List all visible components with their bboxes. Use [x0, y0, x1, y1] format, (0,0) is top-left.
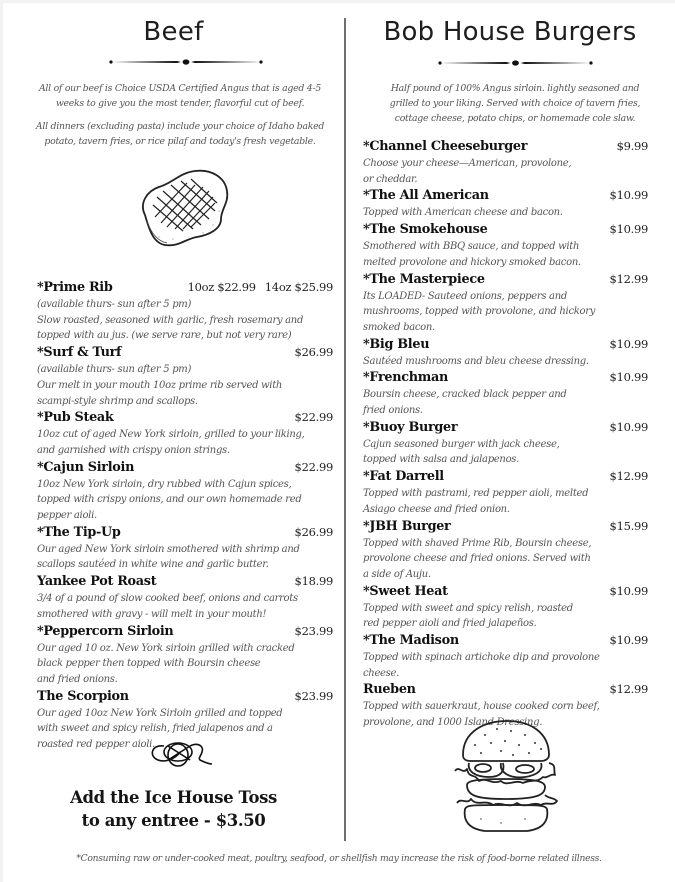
menu-item-buoy-burger: [363, 420, 648, 468]
item-description: Topped with American cheese and bacon.: [363, 207, 563, 219]
item-price: $10.99: [609, 222, 648, 237]
item-price: $15.99: [609, 518, 648, 533]
column-divider: [344, 18, 346, 841]
item-description: Topped with shaved Prime Rib, Boursin cheese, provolone cheese and fried onions. Served with a side of Auju.: [363, 537, 592, 580]
item-price: $23.99: [294, 623, 333, 638]
ice-house-toss-promo: Add the Ice House Toss to any entree - $3.50: [70, 788, 277, 830]
item-description: Topped with pastrami, red pepper aioli, melted Asiago cheese and fried onion.: [363, 488, 589, 515]
beef-title: Beef: [143, 17, 204, 47]
menu-item-tip-up: [37, 525, 333, 573]
menu-item-smokehouse: [363, 222, 648, 270]
item-name: Rueben: [363, 682, 416, 698]
menu-item-channel-cheeseburger: [363, 139, 648, 187]
beef-menu-list: [37, 280, 333, 754]
menu-item-frenchman: [363, 370, 648, 418]
item-price: $18.99: [294, 574, 333, 589]
item-price: $10.99: [609, 336, 648, 351]
menu-item-prime-rib: [37, 280, 333, 344]
menu-item-yankee-pot-roast: [37, 574, 333, 622]
menu-item-masterpiece: [363, 272, 648, 336]
menu-item-surf-turf: [37, 345, 333, 409]
item-price: 10oz $22.99 14oz $25.99: [187, 280, 333, 294]
item-name: *Buoy Burger: [363, 419, 458, 435]
menu-item-fat-darrell: [363, 469, 648, 517]
item-price: $10.99: [609, 633, 648, 648]
item-description: Sautéed mushrooms and bleu cheese dressing.: [363, 355, 589, 367]
item-name: *Surf & Turf: [37, 345, 122, 361]
item-name: *Big Bleu: [363, 336, 430, 352]
item-price: $9.99: [616, 139, 648, 153]
burgers-title: Bob House Burgers: [383, 17, 637, 47]
item-name: *Prime Rib: [37, 280, 113, 295]
item-name: *Pub Steak: [37, 410, 114, 426]
item-name: Yankee Pot Roast: [37, 574, 157, 590]
item-description: Topped with spinach artichoke dip and provolone cheese.: [363, 652, 600, 679]
item-name: *The Tip-Up: [37, 524, 121, 540]
item-price: $10.99: [609, 188, 648, 203]
menu-item-big-bleu: [363, 337, 648, 370]
item-description: Topped with sauerkraut, house cooked corn beef, provolone, and 1000 Island Dressing.: [363, 701, 600, 729]
burger-icon: [445, 713, 565, 838]
item-price: $10.99: [609, 370, 648, 385]
item-price: $22.99: [294, 410, 333, 425]
celtic-knot-icon: [146, 736, 218, 769]
menu-item-all-american: [363, 188, 648, 221]
item-description: Our aged 10oz New York Sirloin grilled and topped with sweet and spicy relish, fried jalapenos and a roasted red pepper aioli.: [37, 707, 283, 751]
item-name: *Fat Darrell: [363, 469, 444, 485]
item-description: 3/4 of a pound of slow cooked beef, onions and carrots smothered with gravy - will melt in your mouth!: [37, 593, 298, 620]
item-price: $10.99: [609, 583, 648, 598]
beef-intro-sides: All dinners (excluding pasta) include your choice of Idaho baked potato, tavern fries, or rice pilaf and today's fresh vegetable.: [35, 121, 325, 147]
item-price: $10.99: [609, 419, 648, 434]
item-price: $23.99: [294, 688, 333, 703]
menu-item-cajun-sirloin: [37, 460, 333, 524]
item-description: Boursin cheese, cracked black pepper and fried onions.: [363, 389, 567, 417]
item-price: $12.99: [609, 682, 648, 697]
steak-icon: [133, 163, 233, 253]
item-price: $26.99: [294, 524, 333, 539]
item-name: *The Smokehouse: [363, 222, 488, 238]
menu-item-pub-steak: [37, 410, 333, 458]
item-name: *Frenchman: [363, 370, 448, 386]
burgers-menu-list: [363, 139, 648, 732]
item-description: 10oz New York sirloin, dry rubbed with Cajun spices, topped with crispy onions, and our own homemade red pepper aioli.: [37, 478, 302, 522]
item-price: $12.99: [609, 271, 648, 286]
item-name: *The Masterpiece: [363, 271, 485, 287]
item-description: (available thurs- sun after 5 pm) Our melt in your mouth 10oz prime rib served with scampi-style shrimp and scallops.: [37, 364, 283, 407]
menu-item-sweet-heat: [363, 584, 648, 632]
item-name: The Scorpion: [37, 688, 129, 704]
menu-item-peppercorn-sirloin: [37, 624, 333, 688]
burgers-intro: Half pound of 100% Angus sirloin. lightly seasoned and grilled to your liking. Served with choice of tavern fries, cottage cheese, potato chips, or homemade cole slaw.: [389, 83, 641, 124]
item-name: *The Madison: [363, 633, 459, 649]
menu-item-jbh-burger: [363, 519, 648, 583]
beef-intro-aging: All of our beef is Choice USDA Certified Angus that is aged 4-5 weeks to give you the most tender, flavorful cut of beef.: [38, 83, 322, 109]
item-description: Its LOADED- Sauteed onions, peppers and mushrooms, topped with provolone, and hickory smoked bacon.: [363, 290, 596, 333]
item-description: Choose your cheese—American, provolone, or cheddar.: [363, 158, 572, 185]
item-name: *Cajun Sirloin: [37, 459, 135, 475]
item-price: $12.99: [609, 469, 648, 484]
item-name: *The All American: [363, 188, 489, 204]
menu-item-madison: [363, 633, 648, 681]
item-name: *Channel Cheeseburger: [363, 139, 528, 154]
item-name: *Peppercorn Sirloin: [37, 623, 174, 639]
item-description: (available thurs- sun after 5 pm) Slow roasted, seasoned with garlic, fresh rosemary and topped with au jus. (we serve rare, but not very rare): [37, 299, 304, 342]
item-price: $26.99: [294, 345, 333, 360]
item-name: *JBH Burger: [363, 518, 451, 534]
item-name: *Sweet Heat: [363, 583, 448, 599]
item-description: Our aged 10 oz. New York sirloin grilled with cracked black pepper then topped with Boursin cheese and fried onions.: [37, 642, 295, 685]
item-description: Our aged New York sirloin smothered with shrimp and scallops sautéed in white wine and garlic butter.: [37, 543, 300, 571]
item-description: Cajun seasoned burger with jack cheese, topped with salsa and jalapenos.: [363, 438, 560, 466]
menu-page: [3, 3, 675, 882]
line-ornament-icon: [438, 59, 593, 67]
item-price: $22.99: [294, 459, 333, 474]
item-description: 10oz cut of aged New York sirloin, grilled to your liking, and garnished with crispy onion strings.: [37, 429, 305, 456]
item-description: Topped with sweet and spicy relish, roasted red pepper aioli and fried jalapeños.: [363, 602, 573, 630]
health-disclaimer: *Consuming raw or under-cooked meat, poultry, seafood, or shellfish may increase the risk of food-borne related illness.: [76, 853, 602, 864]
line-ornament-icon: [109, 58, 263, 66]
item-description: Smothered with BBQ sauce, and topped with melted provolone and hickory smoked bacon.: [363, 241, 581, 268]
